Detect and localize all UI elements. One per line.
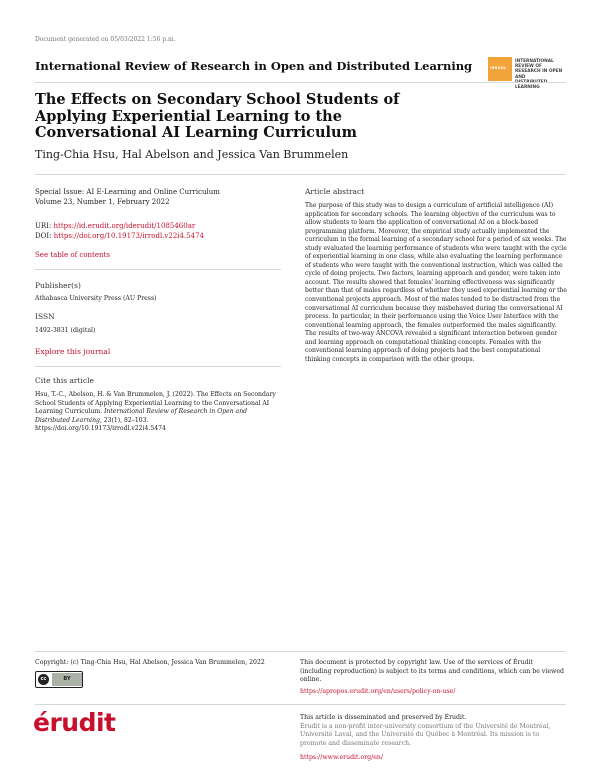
uri-link[interactable]: https://id.erudit.org/iderudit/1085460ar <box>53 222 196 230</box>
abstract-text: The purpose of this study was to design a curriculum of artificial intelligence (AI) application for secondary schools. The learning objective of the curriculum was to allow students to learn the application of conversational AI on a block-based programming platform. Moreover, the empirical study actually implemented the curriculum in the formal learning of a secondary school for a period of six weeks. The study evaluated the learning performance of students who were taught with the cycle of experiential learning in one class, while also evaluating the learning performance of students who were taught with the conventional instruction, which was called the cycle of doing projects. Two factors, learning approach and gender, were taken into account. The results showed that females' learning effectiveness was significantly better than that of males regardless of whether they used experiential learning or the conventional projects approach. Most of the males tended to be distracted from the conversational AI curriculum because they misbehaved during the conversational AI process. In particular, in their performance using the Voice User Interface with the conventional learning approach, the females outperformed the males significantly. The results of two-way ANCOVA revealed a significant interaction between gender and learning approach on computational thinking concepts. Females with the conventional learning approach of doing projects had the best computational thinking concepts in comparison with the other groups. <box>305 202 567 363</box>
volume-info: Volume 23, Number 1, February 2022 <box>35 198 170 206</box>
logo-line: INTERNATIONAL REVIEW OF <box>515 59 554 70</box>
doi-link[interactable]: https://doi.org/10.19173/irrodl.v22i4.5474 <box>53 232 205 240</box>
copyright-notice: This document is protected by copyright law. Use of the services of Érudit (including reproduction) is subject to its terms and conditions, which can be viewed online. <box>300 659 564 684</box>
explore-journal-link[interactable]: Explore this journal <box>35 347 111 356</box>
issn-heading: ISSN <box>35 312 55 321</box>
divider <box>35 704 566 705</box>
journal-name: International Review of Research in Open and Distributed Learning <box>35 59 473 73</box>
divider <box>35 82 566 83</box>
doi-row <box>35 231 204 241</box>
citation-main: Hsu, T.-C., Abelson, H. & Van Brummelen, J. (2022). The Effects on Secondary School Students of Applying Experiential Learning to the Conversational AI Learning Curriculum. <box>35 391 276 416</box>
journal-logo <box>488 57 564 91</box>
dissemination-text: Érudit is a non-profit inter-university consortium of the Université de Montréal, Université Laval, and the Université du Québec à Montréal. Its mission is to promote and disseminate research. <box>300 722 551 747</box>
erudit-logo: érudit <box>33 708 116 737</box>
by-icon: BY <box>52 673 82 686</box>
doi-label: DOI: <box>35 232 52 240</box>
generation-date: Document generated on 05/03/2022 1:56 p.m. <box>35 36 176 43</box>
cc-license-badge[interactable] <box>35 671 83 688</box>
uri-row <box>35 221 204 231</box>
special-issue: Special Issue: AI E-Learning and Online Curriculum <box>35 188 220 196</box>
identifiers <box>35 221 204 241</box>
dissemination-title: This article is disseminated and preserved by Érudit. <box>300 714 467 721</box>
copyright: Copyright: (c) Ting-Chia Hsu, Hal Abelson, Jessica Van Brummelen, 2022 <box>35 659 265 666</box>
publisher-value: Athabasca University Press (AU Press) <box>35 295 157 302</box>
policy-link[interactable]: https://apropos.erudit.org/en/users/policy-on-use/ <box>300 688 456 695</box>
cc-icon: cc <box>38 674 49 685</box>
issue-info <box>35 187 220 207</box>
cite-heading: Cite this article <box>35 376 94 385</box>
uri-label: URI: <box>35 222 52 230</box>
toc-link[interactable]: See table of contents <box>35 251 110 259</box>
divider <box>35 651 566 652</box>
publisher-heading: Publisher(s) <box>35 281 81 290</box>
logo-square-text: IRRODL <box>490 66 507 70</box>
article-title: The Effects on Secondary School Students of Applying Experiential Learning to the Conversational AI Learning Curriculum <box>35 91 400 141</box>
logo-square <box>488 57 512 81</box>
citation-journal: International Review of Research in Open and Distributed Learning <box>35 408 248 424</box>
divider <box>35 174 566 175</box>
issn-value: 1492-3831 (digital) <box>35 327 96 334</box>
citation-tail: , 23(1), 82–103. https://doi.org/10.19173/irrodl.v22i4.5474 <box>35 416 166 433</box>
dissemination-info <box>300 714 566 748</box>
divider <box>35 269 281 270</box>
abstract-heading: Article abstract <box>305 187 365 196</box>
logo-text <box>515 59 564 90</box>
divider <box>35 366 281 367</box>
article-authors: Ting-Chia Hsu, Hal Abelson and Jessica Van Brummelen <box>35 148 349 161</box>
citation-text <box>35 391 281 434</box>
logo-line: LEARNING <box>515 85 540 91</box>
erudit-link[interactable]: https://www.erudit.org/en/ <box>300 754 383 761</box>
logo-line: RESEARCH IN OPEN AND <box>515 69 563 80</box>
